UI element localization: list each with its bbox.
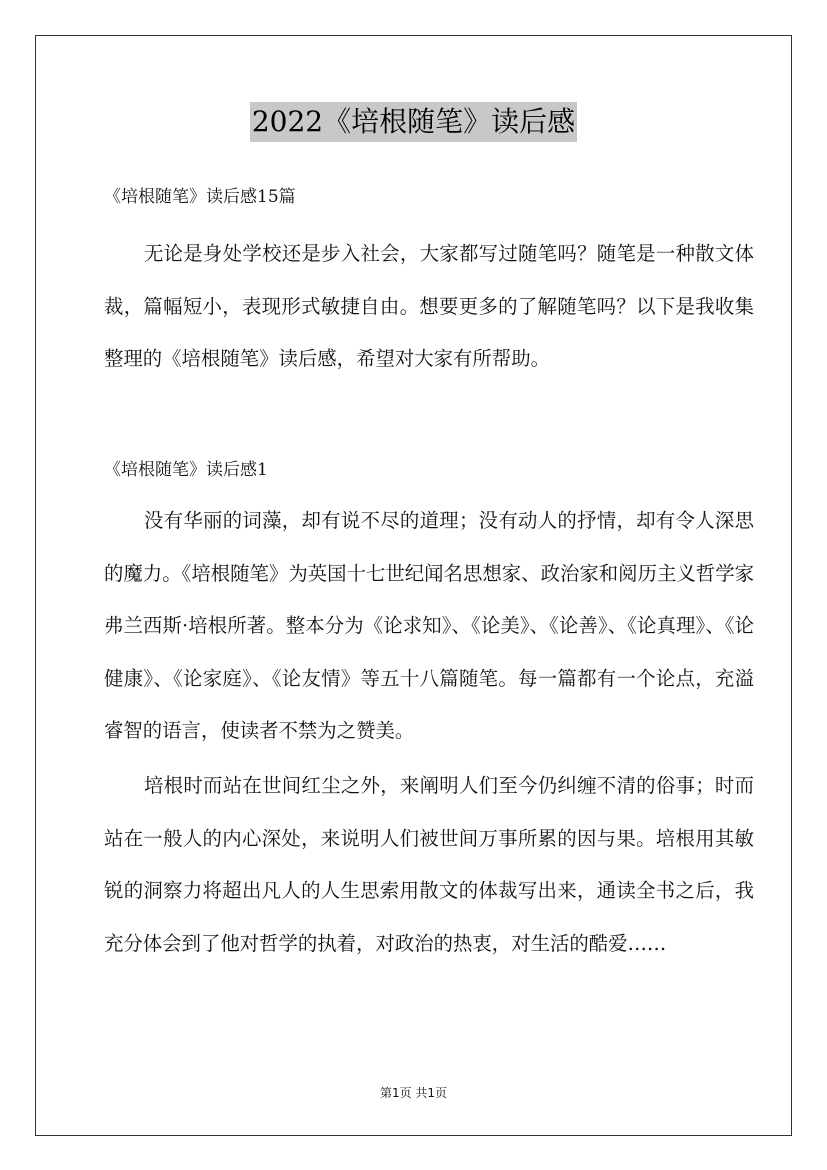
page-footer: 第1页 共1页 (379, 1086, 448, 1100)
intro-paragraph: 无论是身处学校还是步入社会，大家都写过随笔吗？随笔是一种散文体裁，篇幅短小，表现形式敏捷自由。想要更多的了解随笔吗？以下是我收集整理的《培根随笔》读后感，希望对大家有所帮助。 (104, 242, 754, 370)
document-title: 2022《培根随笔》读后感 (250, 102, 577, 142)
body-paragraph-1: 没有华丽的词藻，却有说不尽的道理；没有动人的抒情，却有令人深思的魔力。《培根随笔》为英国十七世纪闻名思想家、政治家和阅历主义哲学家弗兰西斯·培根所著。整本分为《论求知》、《论美》、《论善》、《论真理》、《论健康》、《论家庭》、《论友情》等五十八篇随笔。每一篇都有一个论点，充溢睿智的语言，使读者不禁为之赞美。 (104, 509, 754, 742)
body-paragraph-2: 培根时而站在世间红尘之外，来阐明人们至今仍纠缠不清的俗事；时而站在一般人的内心深处，来说明人们被世间万事所累的因与果。培根用其敏锐的洞察力将超出凡人的人生思索用散文的体裁写出来，通读全书之后，我充分体会到了他对哲学的执着，对政治的热衷，对生活的酷爱…… (104, 774, 754, 955)
section-heading: 《培根随笔》读后感1 (104, 460, 268, 480)
document-title-container (0, 102, 827, 142)
document-subtitle: 《培根随笔》读后感15篇 (104, 187, 296, 207)
